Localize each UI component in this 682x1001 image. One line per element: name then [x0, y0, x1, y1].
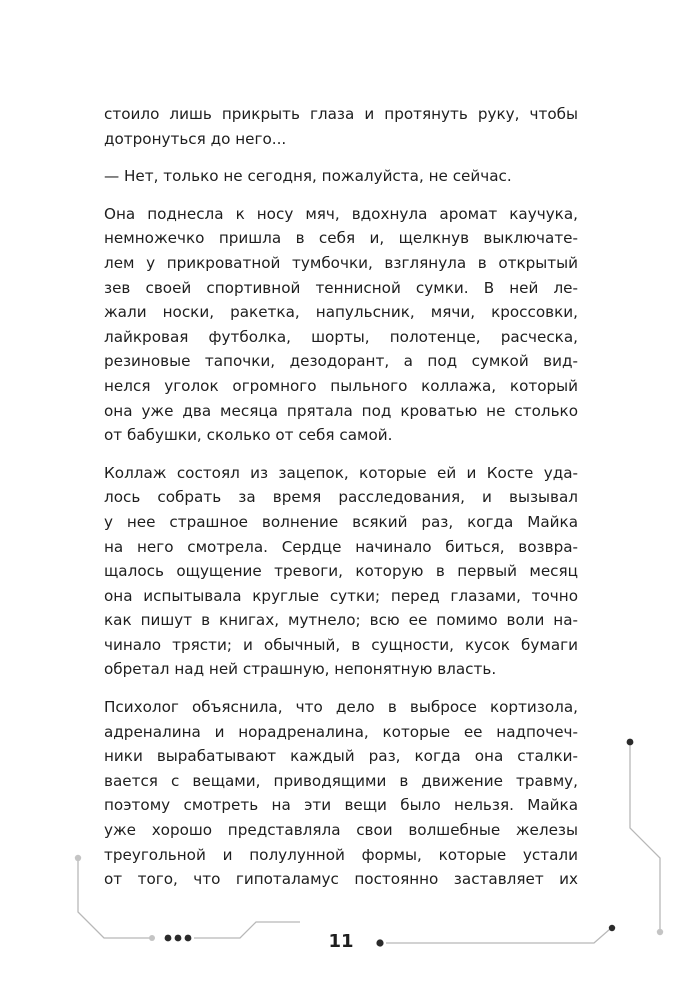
text-line: она испытывала круглые сутки; перед глазами, точно	[104, 586, 578, 605]
text-line: как пишут в книгах, мутнело; всю ее помимо воли на-	[104, 611, 578, 630]
text-line: лось собрать за время расследования, и вызывал	[104, 488, 578, 507]
text-line: обретал над ней страшную, непонятную власть.	[104, 660, 497, 679]
text-line: стоило лишь прикрыть глаза и протянуть руку, чтобы	[104, 105, 578, 123]
text-line: вается с вещами, приводящими в движение травму,	[104, 771, 578, 790]
text-line: нелся уголок огромного пыльного коллажа, который	[104, 376, 578, 395]
text-line: Коллаж состоял из зацепок, которые ей и Косте уда-	[104, 463, 578, 482]
text-line: немножечко пришла в себя и, щелкнув выключате-	[104, 229, 578, 248]
dot	[175, 935, 182, 942]
text-line: треугольной и полулунной формы, которые устали	[104, 845, 578, 864]
dot	[657, 929, 663, 935]
text-line: ники вырабатывают каждый раз, когда она сталки-	[104, 747, 578, 766]
text-line: лем у прикроватной тумбочки, взглянула в открытый	[104, 253, 578, 272]
text-line: жали носки, ракетка, напульсник, мячи, кроссовки,	[104, 303, 578, 322]
circuit-line-bottom-right	[386, 929, 610, 943]
text-line: Психолог объяснила, что дело в выбросе кортизола,	[104, 698, 578, 717]
page-number: 11	[328, 931, 354, 952]
text-line: от того, что гипоталамус постоянно заставляет их	[104, 870, 578, 889]
text-line: Она поднесла к носу мяч, вдохнула аромат каучука,	[104, 204, 578, 223]
text-line: зев своей спортивной теннисной сумки. В ней ле-	[104, 278, 578, 297]
text-line: она уже два месяца прятала под кроватью не столько	[104, 401, 578, 420]
text-line: лайкровая футболка, шорты, полотенце, расческа,	[104, 327, 578, 346]
circuit-line-bottom-left	[194, 922, 300, 938]
dot	[149, 935, 155, 941]
text-line: от бабушки, сколько от себя самой.	[104, 426, 393, 445]
text-line: дотронуться до него...	[104, 129, 287, 148]
dot	[185, 935, 192, 942]
text-line: уже хорошо представляла свои волшебные железы	[104, 821, 578, 840]
text-line: резиновые тапочки, дезодорант, а под сумкой вид-	[104, 352, 578, 371]
text-line: — Нет, только не сегодня, пожалуйста, не сейчас.	[104, 167, 512, 186]
text-line: поэтому смотреть на эти вещи было нельзя. Майка	[104, 796, 578, 815]
circuit-dots	[75, 739, 663, 947]
text-line: у нее страшное волнение всякий раз, когда Майка	[104, 512, 578, 531]
text-line: чинало трясти; и обычный, в сущности, кусок бумаги	[104, 635, 578, 654]
text-line: щалось ощущение тревоги, которую в первый месяц	[104, 562, 578, 581]
dot	[75, 855, 81, 861]
circuit-line-right	[630, 744, 660, 930]
dot	[627, 739, 634, 746]
dot	[376, 939, 383, 946]
dot	[165, 935, 172, 942]
circuit-line-left	[78, 860, 152, 938]
text-line: на него смотрела. Сердце начинало биться, возвра-	[104, 537, 578, 556]
text-line: адреналина и норадреналина, которые ее надпочеч-	[104, 722, 578, 741]
dot	[609, 925, 615, 931]
